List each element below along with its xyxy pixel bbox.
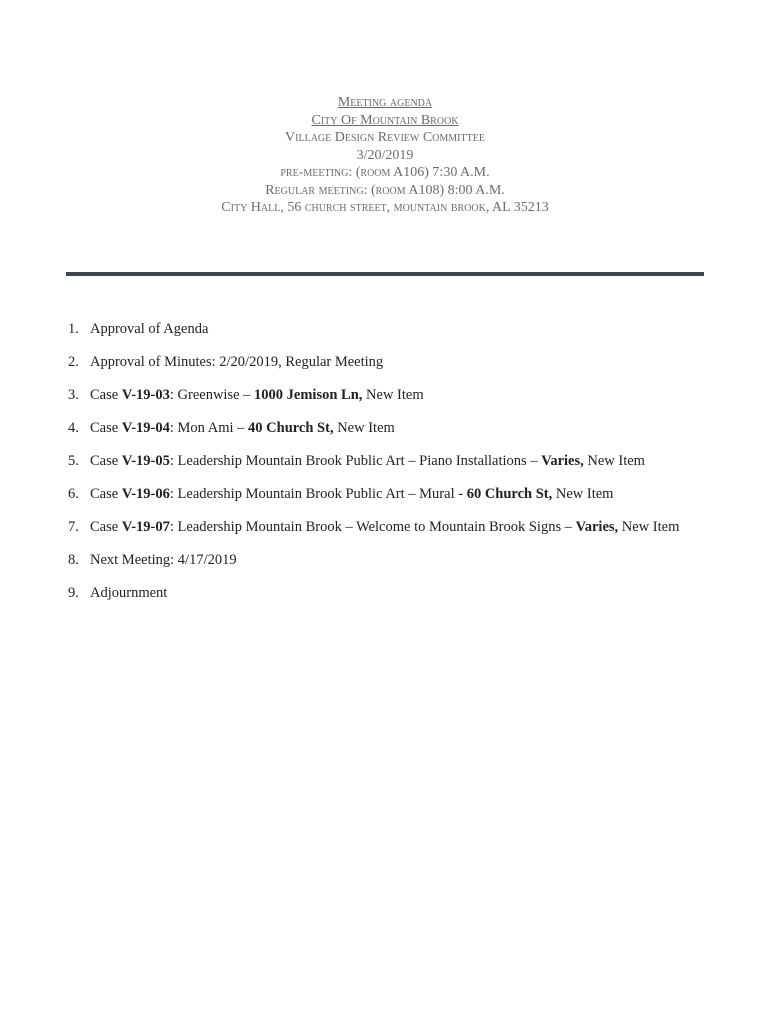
agenda-item xyxy=(62,417,702,439)
item-prefix: Case xyxy=(90,387,122,403)
meeting-date: 3/20/2019 xyxy=(356,147,414,163)
item-description: : Mon Ami – xyxy=(169,420,249,436)
item-number: 6. xyxy=(68,486,79,502)
item-text: Approval of Minutes: 2/20/2019, Regular Meeting xyxy=(90,354,384,370)
case-number: V-19-05 xyxy=(121,453,170,469)
item-number: 7. xyxy=(68,519,79,535)
item-description: : Leadership Mountain Brook Public Art – Mural - xyxy=(169,486,467,502)
agenda-item xyxy=(62,549,702,571)
item-status: New Item xyxy=(333,420,395,436)
item-description: : Leadership Mountain Brook – Welcome to Mountain Brook Signs – xyxy=(169,519,576,535)
city-name: City Of Mountain Brook xyxy=(311,112,459,128)
item-address: 40 Church St, xyxy=(248,420,334,436)
agenda-item xyxy=(62,384,702,406)
item-text: Adjournment xyxy=(90,585,168,601)
item-prefix: Case xyxy=(90,519,122,535)
item-number: 4. xyxy=(68,420,79,436)
committee-name: Village Design Review Committee xyxy=(285,130,485,145)
item-text: Approval of Agenda xyxy=(90,321,209,337)
item-status: New Item xyxy=(362,387,424,403)
pre-meeting-info: pre-meeting: (room A106) 7:30 A.M. xyxy=(280,165,490,180)
item-text: Next Meeting: 4/17/2019 xyxy=(90,552,237,568)
item-prefix: Case xyxy=(90,453,122,469)
agenda-item xyxy=(62,483,702,505)
case-number: V-19-03 xyxy=(121,387,170,403)
agenda-item xyxy=(62,318,702,340)
item-number: 1. xyxy=(68,321,79,337)
item-status: New Item xyxy=(552,486,614,502)
item-status: New Item xyxy=(583,453,645,469)
case-number: V-19-04 xyxy=(121,420,170,436)
item-number: 5. xyxy=(68,453,79,469)
item-address: Varies, xyxy=(575,519,619,535)
agenda-item xyxy=(62,450,702,472)
item-number: 8. xyxy=(68,552,79,568)
regular-meeting-info: Regular meeting: (room A108) 8:00 A.M. xyxy=(265,182,505,198)
meeting-location: City Hall, 56 church street, mountain brook, AL 35213 xyxy=(221,200,549,215)
agenda-item xyxy=(62,582,702,604)
item-prefix: Case xyxy=(90,486,122,502)
item-address: 60 Church St, xyxy=(466,486,553,502)
item-description: : Leadership Mountain Brook Public Art – Piano Installations – xyxy=(169,453,542,469)
agenda-header xyxy=(0,94,770,217)
header-divider xyxy=(66,272,704,276)
item-prefix: Case xyxy=(90,420,122,436)
meeting-agenda-title: Meeting agenda xyxy=(337,95,433,110)
agenda-item xyxy=(62,516,702,538)
item-address: 1000 Jemison Ln, xyxy=(254,387,363,403)
case-number: V-19-06 xyxy=(121,486,170,502)
item-status: New Item xyxy=(618,519,680,535)
item-address: Varies, xyxy=(541,453,584,469)
agenda-list xyxy=(62,318,702,615)
case-number: V-19-07 xyxy=(121,519,170,535)
agenda-item xyxy=(62,351,702,373)
item-number: 9. xyxy=(68,585,79,601)
item-number: 3. xyxy=(68,387,79,403)
item-number: 2. xyxy=(68,354,79,370)
item-description: : Greenwise – xyxy=(169,387,255,403)
